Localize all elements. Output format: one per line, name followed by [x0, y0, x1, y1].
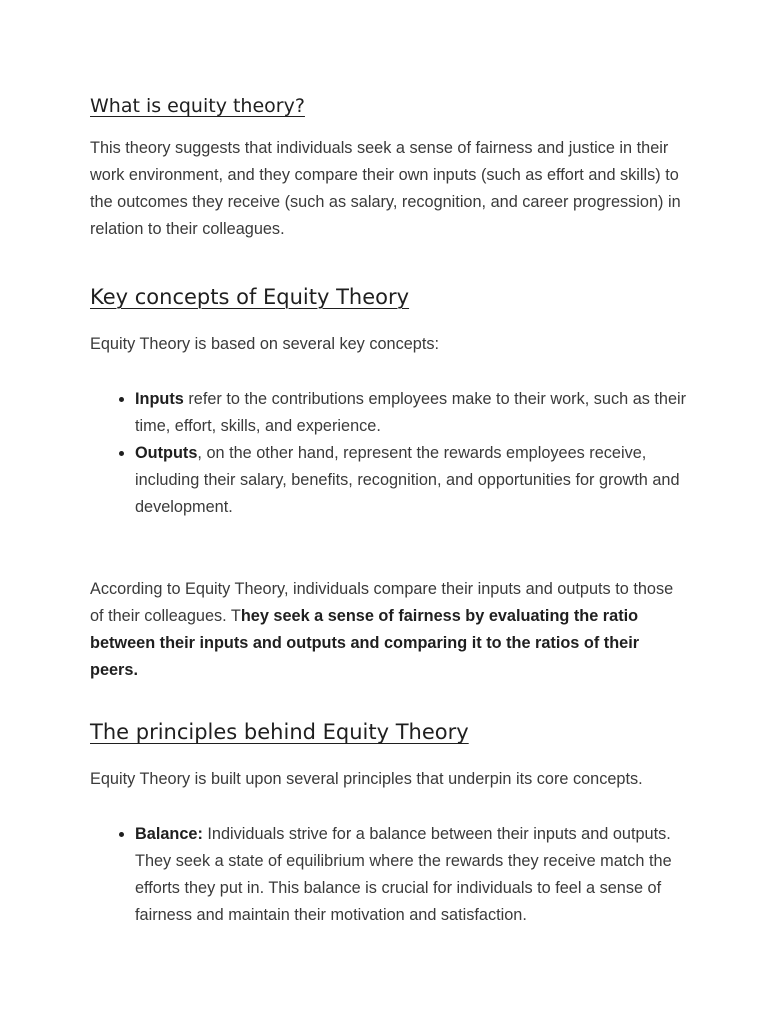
section-heading-what-is-equity-theory: What is equity theory?: [90, 95, 305, 117]
list-item-term: Balance:: [135, 825, 203, 844]
list-item-outputs: [135, 440, 690, 521]
list-item-inputs: [135, 386, 690, 440]
list-item-text: refer to the contributions employees make to their work, such as their time, effort, skills, and experience.: [135, 389, 687, 435]
key-concepts-list: [90, 386, 690, 521]
key-concepts-intro: Equity Theory is based on several key concepts:: [90, 334, 440, 353]
comparison-paragraph: [90, 576, 690, 684]
principles-list: [90, 821, 690, 929]
list-item-balance: [135, 821, 690, 929]
section-body-paragraph: This theory suggests that individuals seek a sense of fairness and justice in their work environment, and they compare their own inputs (such as effort and skills) to the outcomes they receive (such as salary, recognition, and career progression) in relation to their colleagues.: [90, 138, 681, 238]
list-item-term: Inputs: [135, 389, 184, 408]
comparison-paragraph-bold: hey seek a sense of fairness by evaluating the ratio between their inputs and outputs and comparing it to the ratios of their peers.: [90, 606, 640, 679]
comparison-paragraph-plain: According to Equity Theory, individuals compare their inputs and outputs to those of their colleagues. T: [90, 579, 674, 625]
document-page: [90, 94, 690, 929]
list-item-text: , on the other hand, represent the rewards employees receive, including their salary, benefits, recognition, and opportunities for growth and development.: [135, 443, 680, 516]
section-heading-key-concepts: Key concepts of Equity Theory: [90, 284, 410, 309]
section-heading-principles: The principles behind Equity Theory: [90, 719, 469, 744]
principles-intro: Equity Theory is built upon several principles that underpin its core concepts.: [90, 770, 643, 789]
list-item-text: Individuals strive for a balance between their inputs and outputs. They seek a state of equilibrium where the rewards they receive match the efforts they put in. This balance is crucial for individuals to feel a sense of fairness and maintain their motivation and satisfaction.: [135, 825, 672, 925]
list-item-term: Outputs: [135, 443, 198, 462]
